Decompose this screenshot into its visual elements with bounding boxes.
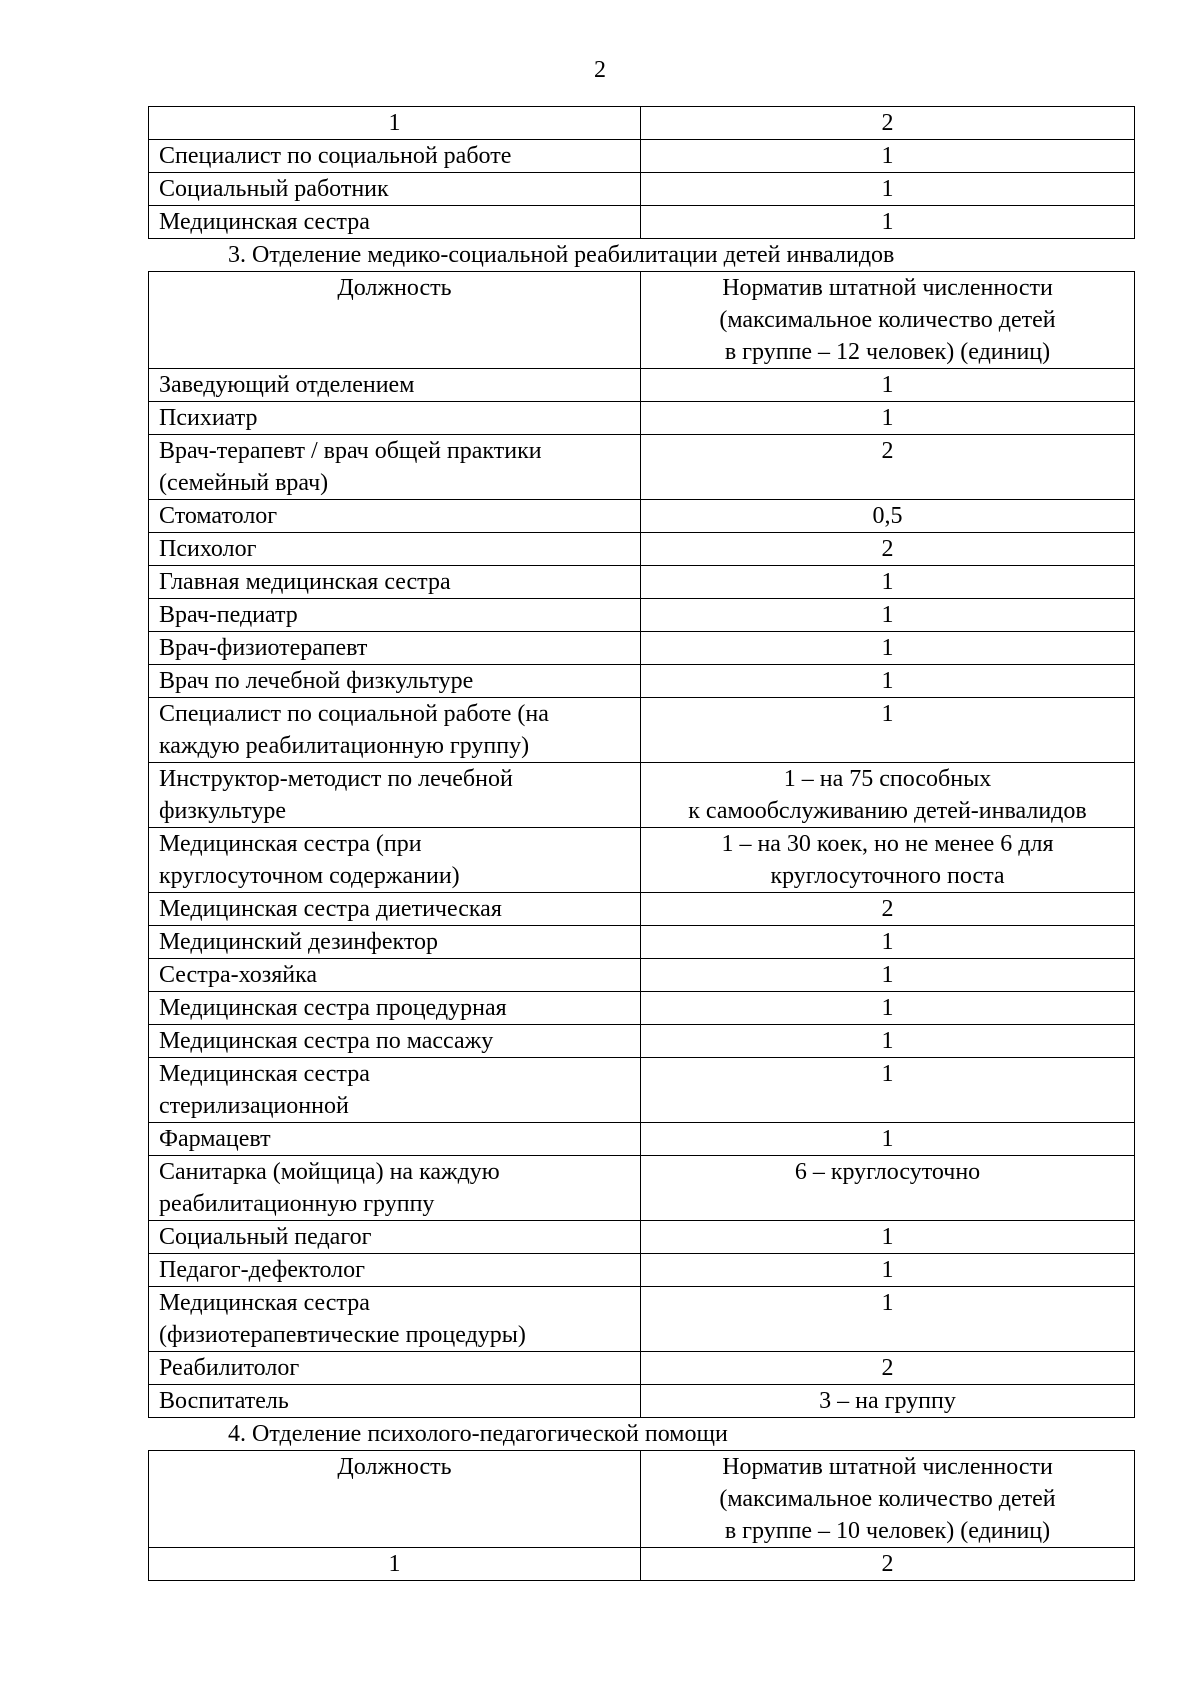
table-row [149, 763, 1135, 828]
table-header-row [149, 1451, 1135, 1548]
norm-cell [641, 926, 1135, 959]
table-row [149, 1025, 1135, 1058]
norm-cell [641, 435, 1135, 500]
position-cell [149, 1025, 641, 1058]
norm-header [641, 272, 1135, 369]
norm-cell-line: 1 [881, 569, 894, 595]
position-cell-line: реабилитационную группу [159, 1191, 435, 1217]
table-row [149, 173, 1135, 206]
position-cell [149, 665, 641, 698]
table-row [149, 369, 1135, 402]
norm-cell-line: 1 [881, 995, 894, 1021]
norm-cell [641, 1025, 1135, 1058]
position-cell [149, 599, 641, 632]
norm-header-line: (максимальное количество детей [719, 307, 1056, 333]
column-number-2: 2 [641, 1548, 1135, 1581]
position-cell-line: Медицинская сестра по массажу [159, 1028, 494, 1054]
table-row [149, 828, 1135, 893]
position-cell-line: круглосуточном содержании) [159, 863, 460, 889]
table-number-row [149, 1548, 1135, 1581]
position-cell [149, 992, 641, 1025]
table-row [149, 1123, 1135, 1156]
norm-header-line: Норматив штатной численности [722, 275, 1053, 301]
norm-cell [641, 1287, 1135, 1352]
norm-cell: 1 [641, 206, 1135, 239]
position-cell [149, 1123, 641, 1156]
position-cell-line: Медицинская сестра диетическая [159, 896, 502, 922]
norm-cell-line: 2 [881, 438, 894, 464]
norm-cell [641, 828, 1135, 893]
norm-cell-line: 1 [881, 1224, 894, 1250]
position-cell [149, 435, 641, 500]
table-header-row [149, 107, 1135, 140]
norm-cell [641, 1352, 1135, 1385]
norm-cell-line: 1 – на 75 способных [783, 766, 992, 792]
page-number: 2 [594, 57, 606, 83]
position-cell [149, 632, 641, 665]
norm-cell-line: 1 [881, 635, 894, 661]
norm-cell [641, 992, 1135, 1025]
position-cell [149, 763, 641, 828]
section-4-title: 4. Отделение психолого-педагогической помощи [228, 1421, 728, 1447]
norm-cell: 1 [641, 173, 1135, 206]
norm-cell-line: 6 – круглосуточно [794, 1159, 981, 1185]
table-row [149, 533, 1135, 566]
norm-cell-line: 1 [881, 701, 894, 727]
norm-cell [641, 632, 1135, 665]
table-continuation [148, 106, 1135, 1581]
column-number-1: 1 [149, 1548, 641, 1581]
norm-cell-line: к самообслуживанию детей-инвалидов [688, 798, 1087, 824]
table-row [149, 566, 1135, 599]
norm-header [641, 1451, 1135, 1548]
norm-cell: 1 [641, 140, 1135, 173]
norm-cell [641, 665, 1135, 698]
position-cell [149, 698, 641, 763]
position-cell-line: Стоматолог [159, 503, 278, 529]
norm-cell [641, 599, 1135, 632]
norm-cell [641, 500, 1135, 533]
norm-cell-line: 1 [881, 1290, 894, 1316]
norm-cell [641, 369, 1135, 402]
table-row [149, 1254, 1135, 1287]
position-cell [149, 926, 641, 959]
norm-header-line: (максимальное количество детей [719, 1486, 1056, 1512]
norm-cell-line: 1 [881, 668, 894, 694]
position-cell-line: Врач-терапевт / врач общей практики [159, 438, 542, 464]
section-3-title: 3. Отделение медико-социальной реабилитации детей инвалидов [228, 242, 895, 268]
norm-cell [641, 698, 1135, 763]
table-row [149, 893, 1135, 926]
position-cell-line: Фармацевт [159, 1126, 271, 1152]
position-cell [149, 533, 641, 566]
norm-cell [641, 1058, 1135, 1123]
position-cell-line: Медицинская сестра [159, 1061, 370, 1087]
norm-cell [641, 893, 1135, 926]
norm-cell [641, 1385, 1135, 1418]
table-row [149, 1221, 1135, 1254]
position-cell [149, 500, 641, 533]
column-number-2: 2 [641, 107, 1135, 140]
position-cell [149, 1385, 641, 1418]
position-cell [149, 959, 641, 992]
norm-cell [641, 763, 1135, 828]
table-row [149, 698, 1135, 763]
position-cell [149, 1287, 641, 1352]
position-cell-line: Медицинская сестра (при [159, 831, 422, 857]
position-cell [149, 402, 641, 435]
norm-cell [641, 959, 1135, 992]
section-4-table [148, 1450, 1135, 1581]
norm-cell-line: 1 [881, 1028, 894, 1054]
norm-cell [641, 1156, 1135, 1221]
position-cell-line: каждую реабилитационную группу) [159, 733, 530, 759]
position-cell [149, 1156, 641, 1221]
position-cell-line: (физиотерапевтические процедуры) [159, 1322, 526, 1348]
position-cell-line: Психолог [159, 536, 257, 562]
position-cell-line: стерилизационной [159, 1093, 349, 1119]
norm-cell-line: 1 [881, 405, 894, 431]
norm-cell-line: 0,5 [872, 503, 903, 529]
table-row [149, 500, 1135, 533]
column-number-1: 1 [149, 107, 641, 140]
table-row [149, 926, 1135, 959]
position-cell [149, 369, 641, 402]
norm-cell-line: 2 [881, 1355, 894, 1381]
norm-cell-line: 1 [881, 372, 894, 398]
norm-cell-line: 3 – на группу [819, 1388, 956, 1414]
table-row [149, 1352, 1135, 1385]
position-cell [149, 1352, 641, 1385]
position-header: Должность [149, 272, 641, 369]
position-cell [149, 1058, 641, 1123]
position-cell [149, 566, 641, 599]
position-cell-line: Медицинская сестра процедурная [159, 995, 507, 1021]
position-cell [149, 1254, 641, 1287]
position-cell-line: Главная медицинская сестра [159, 569, 451, 595]
position-cell-line: физкультуре [159, 798, 286, 824]
position-cell-line: (семейный врач) [159, 470, 329, 496]
norm-cell-line: 1 [881, 962, 894, 988]
position-cell-line: Врач по лечебной физкультуре [159, 668, 474, 694]
norm-cell-line: круглосуточного поста [770, 863, 1005, 889]
position-cell [149, 828, 641, 893]
position-cell: Специалист по социальной работе [149, 140, 641, 173]
position-cell-line: Врач-физиотерапевт [159, 635, 368, 661]
norm-header-line: Норматив штатной численности [722, 1454, 1053, 1480]
table-row [149, 1058, 1135, 1123]
table-row [149, 140, 1135, 173]
table-row [149, 632, 1135, 665]
position-cell-line: Сестра-хозяйка [159, 962, 318, 988]
position-cell: Социальный работник [149, 173, 641, 206]
table-row [149, 1156, 1135, 1221]
norm-header-line: в группе – 12 человек) (единиц) [724, 339, 1051, 365]
position-cell-line: Заведующий отделением [159, 372, 415, 398]
position-cell-line: Инструктор-методист по лечебной [159, 766, 513, 792]
table-row [149, 435, 1135, 500]
table-row [149, 402, 1135, 435]
position-cell: Медицинская сестра [149, 206, 641, 239]
table-row [149, 992, 1135, 1025]
norm-cell [641, 1123, 1135, 1156]
norm-cell-line: 2 [881, 536, 894, 562]
table-row [149, 1287, 1135, 1352]
table-row [149, 599, 1135, 632]
position-header: Должность [149, 1451, 641, 1548]
norm-cell [641, 1221, 1135, 1254]
position-cell-line: Медицинская сестра [159, 1290, 370, 1316]
table-row [149, 1385, 1135, 1418]
norm-cell-line: 1 [881, 602, 894, 628]
position-cell-line: Реабилитолог [159, 1355, 300, 1381]
norm-cell-line: 1 [881, 1061, 894, 1087]
norm-cell [641, 402, 1135, 435]
position-cell-line: Педагог-дефектолог [159, 1257, 365, 1283]
position-cell [149, 893, 641, 926]
norm-cell-line: 1 [881, 929, 894, 955]
position-cell-line: Воспитатель [159, 1388, 289, 1414]
norm-cell-line: 2 [881, 896, 894, 922]
table-row [149, 665, 1135, 698]
norm-cell [641, 1254, 1135, 1287]
table-row [149, 959, 1135, 992]
table-row [149, 206, 1135, 239]
table-header-row [149, 272, 1135, 369]
position-cell-line: Психиатр [159, 405, 258, 431]
norm-header-line: в группе – 10 человек) (единиц) [724, 1518, 1051, 1544]
norm-cell [641, 566, 1135, 599]
norm-cell [641, 533, 1135, 566]
position-cell-line: Медицинский дезинфектор [159, 929, 438, 955]
norm-cell-line: 1 – на 30 коек, но не менее 6 для [721, 831, 1054, 857]
norm-cell-line: 1 [881, 1257, 894, 1283]
position-cell-line: Санитарка (мойщица) на каждую [159, 1159, 500, 1185]
position-cell-line: Врач-педиатр [159, 602, 298, 628]
section-3-table [148, 271, 1135, 1418]
norm-cell-line: 1 [881, 1126, 894, 1152]
position-cell-line: Социальный педагог [159, 1224, 372, 1250]
position-cell [149, 1221, 641, 1254]
position-cell-line: Специалист по социальной работе (на [159, 701, 549, 727]
